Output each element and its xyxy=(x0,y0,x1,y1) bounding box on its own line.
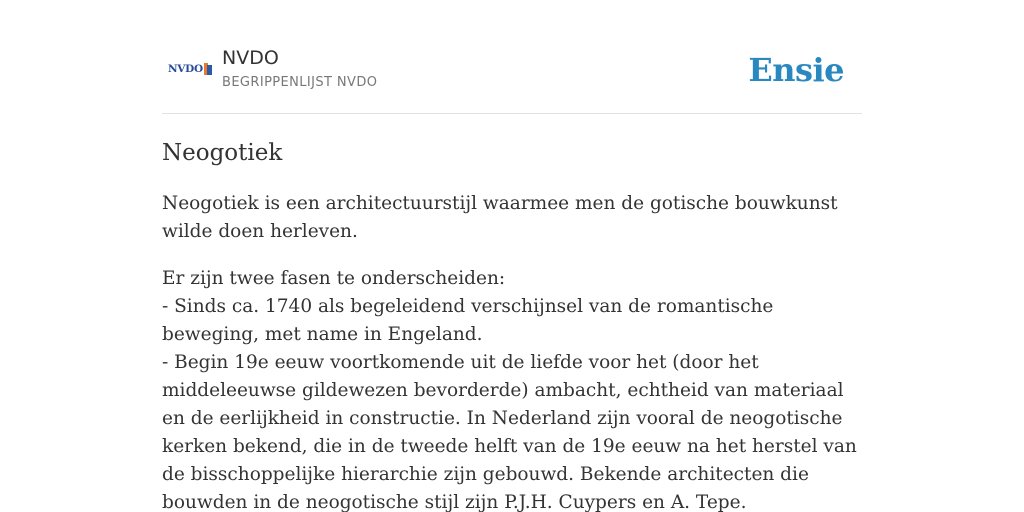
nvdo-logo[interactable] xyxy=(168,61,212,77)
header xyxy=(162,0,862,114)
logo-mark-icon xyxy=(204,63,212,75)
phases-intro: Er zijn twee fasen te onderscheiden: xyxy=(162,268,506,289)
page-title: Neogotiek xyxy=(162,140,283,166)
page xyxy=(162,0,862,512)
organization-name[interactable]: NVDO xyxy=(222,47,279,69)
phase-1: - Sinds ca. 1740 als begeleidend verschijnsel van de romantische beweging, met name in Engeland. xyxy=(162,296,774,345)
ensie-brand-logo[interactable]: Ensie xyxy=(748,51,844,89)
glossary-subtitle[interactable]: BEGRIPPENLIJST NVDO xyxy=(222,75,378,90)
logo-text: NVDO xyxy=(168,63,203,75)
article-body xyxy=(162,190,862,512)
intro-paragraph: Neogotiek is een architectuurstijl waarmee men de gotische bouwkunst wilde doen herleven. xyxy=(162,193,838,242)
phases-paragraph xyxy=(162,265,862,512)
phase-2: - Begin 19e eeuw voortkomende uit de liefde voor het (door het middeleeuwse gildewezen bevorderde) ambacht, echtheid van materiaal en de eerlijkheid in constructie. In Nederland zijn vooral de neogotische kerken bekend, die in de tweede helft van de 19e eeuw na het herstel van de bisschoppelijke hierarchie zijn gebouwd. Bekende architecten die bouwden in de neogotische stijl zijn P.J.H. Cuypers en A. Tepe. xyxy=(162,352,857,512)
